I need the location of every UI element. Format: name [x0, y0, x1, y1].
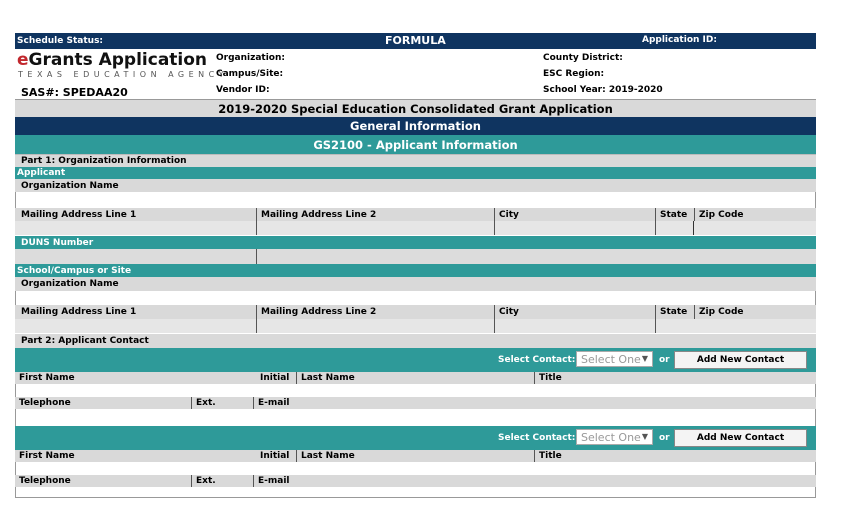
grant-title-bar [15, 99, 816, 117]
applicant-address-inputs [15, 221, 816, 235]
last-name-label-2: Last Name [296, 450, 355, 462]
school-heading-row [15, 264, 816, 277]
chevron-down-icon: ▼ [641, 432, 648, 441]
contact-name-labels-1 [15, 372, 816, 384]
school-address-labels [15, 305, 816, 319]
org-name-label-row [15, 179, 816, 192]
mail2-input[interactable] [256, 221, 494, 235]
select-contact-label-1: Select Contact: [498, 355, 576, 365]
telephone-label-2: Telephone [19, 476, 71, 486]
add-new-contact-button-1[interactable]: Add New Contact [674, 351, 807, 369]
esc-region-label: ESC Region: [543, 69, 605, 79]
applicant-address-labels [15, 208, 816, 221]
sas-number: SAS#: SPEDAA20 [21, 86, 128, 99]
section-title: General Information [350, 119, 481, 133]
contact-phone-labels-2 [15, 475, 816, 487]
duns-heading-row [15, 236, 816, 249]
contact-select-2[interactable] [576, 429, 653, 445]
info-block [15, 49, 816, 99]
school-org-name-label: Organization Name [21, 279, 119, 289]
logo-main: Grants Application [28, 50, 208, 70]
first-name-label-1: First Name [19, 373, 75, 383]
initial-label-2: Initial [260, 451, 290, 461]
email-label-2: E-mail [253, 475, 290, 487]
contact-name-labels-2 [15, 450, 816, 462]
contact-name-inputs-2[interactable] [15, 462, 816, 475]
grant-form [15, 33, 816, 498]
state-input[interactable] [655, 221, 694, 235]
mail1-input[interactable] [15, 221, 256, 235]
city-label: City [494, 208, 519, 221]
ext-label-2: Ext. [191, 475, 216, 487]
ext-label-1: Ext. [191, 397, 216, 409]
school-mail2-input[interactable] [256, 319, 494, 333]
initial-label-1: Initial [260, 373, 290, 383]
section-title-bar [15, 117, 816, 135]
school-heading: School/Campus or Site [17, 265, 132, 276]
school-year-label: School Year: 2019-2020 [543, 85, 663, 95]
school-org-label-row [15, 277, 816, 291]
chevron-down-icon: ▼ [641, 354, 648, 363]
application-id-label: Application ID: [642, 35, 717, 45]
telephone-label-1: Telephone [19, 398, 71, 408]
school-address-inputs [15, 319, 816, 333]
schedule-status-label: Schedule Status: [17, 36, 104, 46]
logo-subtitle: TEXAS EDUCATION AGENCY [18, 70, 228, 79]
organization-label: Organization: [216, 53, 285, 63]
form-title: GS2100 - Applicant Information [313, 137, 518, 152]
select-contact-label-2: Select Contact: [498, 433, 576, 443]
campus-label: Campus/Site: [216, 69, 284, 79]
formula-label: FORMULA [385, 34, 446, 47]
duns-input[interactable] [15, 249, 256, 264]
org-name-field[interactable] [15, 192, 816, 208]
school-state-label: State [655, 305, 687, 319]
school-mail2-label: Mailing Address Line 2 [256, 305, 376, 319]
contact-select-value-2: Select One [581, 430, 641, 444]
first-name-label-2: First Name [19, 451, 75, 461]
egrants-logo [17, 50, 207, 70]
applicant-heading: Applicant [17, 168, 66, 178]
duns-heading: DUNS Number [21, 237, 94, 248]
city-input[interactable] [494, 221, 655, 235]
applicant-heading-row [15, 167, 816, 179]
state-label: State [655, 208, 687, 221]
mail1-label: Mailing Address Line 1 [21, 209, 137, 220]
school-zip-input[interactable] [694, 319, 816, 333]
title-label-1: Title [534, 372, 562, 384]
contact-phone-inputs-2[interactable] [15, 487, 816, 498]
form-title-bar [15, 135, 816, 154]
last-name-label-1: Last Name [296, 372, 355, 384]
zip-input[interactable] [694, 221, 816, 235]
title-label-2: Title [534, 450, 562, 462]
org-name-label: Organization Name [21, 180, 119, 191]
contact-name-inputs-1[interactable] [15, 384, 816, 397]
contact-select-1[interactable] [576, 351, 653, 367]
school-city-input[interactable] [494, 319, 655, 333]
school-city-label: City [494, 305, 519, 319]
duns-input-row [15, 249, 816, 264]
part1-heading: Part 1: Organization Information [21, 156, 187, 166]
contact-select-value-1: Select One [581, 352, 641, 366]
status-bar [15, 33, 816, 49]
or-label-2: or [659, 433, 670, 443]
zip-label: Zip Code [694, 208, 744, 221]
add-new-contact-button-2[interactable]: Add New Contact [674, 429, 807, 447]
part2-heading-row [15, 334, 816, 348]
part1-heading-row [15, 154, 816, 167]
mail2-label: Mailing Address Line 2 [256, 208, 376, 221]
or-label-1: or [659, 355, 670, 365]
duns-spacer [256, 249, 816, 264]
contact-phone-inputs-1[interactable] [15, 409, 816, 426]
school-mail1-input[interactable] [15, 319, 256, 333]
school-state-input[interactable] [655, 319, 694, 333]
vendor-id-label: Vendor ID: [216, 85, 270, 95]
county-district-label: County District: [543, 53, 623, 63]
grant-title: 2019-2020 Special Education Consolidated Grant Application [218, 101, 613, 116]
part2-heading: Part 2: Applicant Contact [21, 336, 149, 346]
logo-prefix: e [17, 50, 29, 70]
contact-select-bar-2 [15, 426, 816, 450]
school-mail1-label: Mailing Address Line 1 [21, 307, 137, 317]
contact-select-bar-1 [15, 348, 816, 372]
school-org-name-field[interactable] [15, 291, 816, 305]
email-label-1: E-mail [253, 397, 290, 409]
contact-phone-labels-1 [15, 397, 816, 409]
school-zip-label: Zip Code [694, 305, 744, 319]
